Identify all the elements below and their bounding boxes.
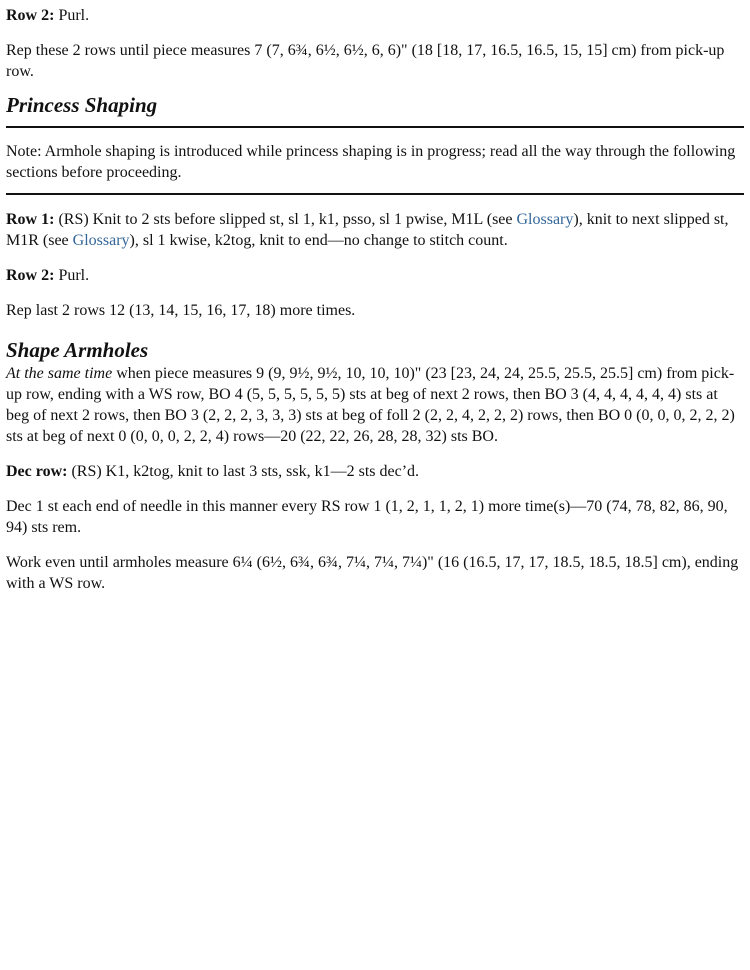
- dec-row-text: (RS) K1, k2tog, knit to last 3 sts, ssk, k1—2 sts dec’d.: [67, 463, 420, 480]
- princess-shaping-heading: Princess Shaping: [6, 93, 158, 117]
- row-2-top-paragraph: [6, 5, 744, 26]
- document-page: [6, 5, 744, 608]
- top-divider-rule: [6, 126, 744, 128]
- princess-row-2-label: Row 2:: [6, 267, 55, 284]
- dec-row-label: Dec row:: [6, 463, 68, 480]
- armholes-intro-text: when piece measures 9 (9, 9½, 9½, 10, 10, 10)" (23 [23, 24, 24, 25.5, 25.5, 25.5] cm) from pick-up row, ending with a WS row, BO 4 (5, 5, 5, 5, 5, 5) sts at beg of next 2 rows, then BO 3 (4, 4, 4, 4, 4, 4) sts at beg of next 2 rows, then BO 3 (2, 2, 2, 3, 3, 3) sts at beg of foll 2 (2, 2, 4, 2, 2, 2) rows, then BO 0 (0, 0, 0, 2, 2, 2) sts at beg of next 0 (0, 0, 0, 2, 2, 4) rows—20 (22, 22, 26, 28, 28, 32) sts BO.: [6, 365, 735, 445]
- princess-row-1-label: Row 1:: [6, 211, 55, 228]
- dec-each-end-paragraph: Dec 1 st each end of needle in this manner every RS row 1 (1, 2, 1, 1, 2, 1) more time(s)—70 (74, 78, 82, 86, 90, 94) sts rem.: [6, 498, 728, 536]
- row-2-top-label: Row 2:: [6, 7, 55, 24]
- princess-repeat-paragraph: Rep last 2 rows 12 (13, 14, 15, 16, 17, 18) more times.: [6, 302, 356, 319]
- row-2-top-text: Purl.: [54, 7, 90, 24]
- princess-row-1-text-a: (RS) Knit to 2 sts before slipped st, sl 1, k1, psso, sl 1 pwise, M1L (see: [54, 211, 517, 228]
- princess-row-2-paragraph: [6, 265, 744, 286]
- rep-rows-paragraph: Rep these 2 rows until piece measures 7 (7, 6¾, 6½, 6½, 6, 6)" (18 [18, 17, 16.5, 16.5, 15, 15] cm) from pick-up row.: [6, 42, 725, 80]
- glossary-link-m1l[interactable]: Glossary: [516, 211, 574, 228]
- work-even-paragraph: Work even until armholes measure 6¼ (6½, 6¾, 6¾, 7¼, 7¼, 7¼)" (16 (16.5, 17, 17, 18.5, 18.5, 18.5] cm), ending with a WS row.: [6, 554, 739, 592]
- bottom-divider-rule: [6, 193, 744, 195]
- armholes-intro-paragraph: [6, 363, 744, 447]
- glossary-link-m1r[interactable]: Glossary: [72, 232, 130, 249]
- princess-row-1-text-c: ), sl 1 kwise, k2tog, knit to end—no change to stitch count.: [129, 232, 508, 249]
- princess-row-1-text-b: ), knit to next slipped st, M1R (see: [6, 211, 729, 249]
- shape-armholes-heading: Shape Armholes: [6, 338, 149, 362]
- armhole-note: Note: Armhole shaping is introduced while princess shaping is in progress; read all the way through the following sections before proceeding.: [6, 143, 736, 181]
- dec-row-paragraph: [6, 461, 744, 482]
- princess-row-1-paragraph: [6, 209, 744, 251]
- armholes-intro-italic: At the same time: [6, 365, 113, 382]
- princess-row-2-text: Purl.: [54, 267, 90, 284]
